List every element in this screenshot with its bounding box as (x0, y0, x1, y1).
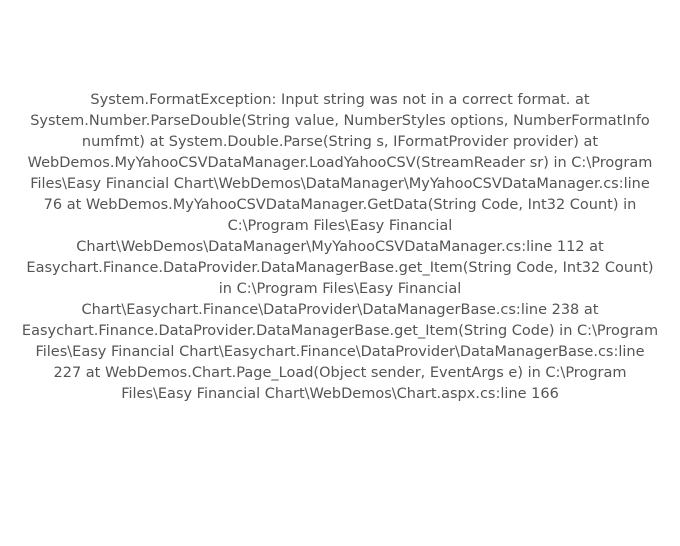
exception-stack-trace: System.FormatException: Input string was not in a correct format. at System.Number.ParseDouble(String value, NumberStyles options, NumberFormatInfo numfmt) at System.Double.Parse(String s, IFormatProvider provider) at WebDemos.MyYahooCSVDataManager.LoadYahooCSV(StreamReader sr) in C:\Program Files\Easy Financial Chart\WebDemos\DataManager\MyYahooCSVDataManager.cs:line 76 at WebDemos.MyYahooCSVDataManager.GetData(String Code, Int32 Count) in C:\Program Files\Easy Financial Chart\WebDemos\DataManager\MyYahooCSVDataManager.cs:line 112 at Easychart.Finance.DataProvider.DataManagerBase.get_Item(String Code, Int32 Count) in C:\Program Files\Easy Financial Chart\Easychart.Finance\DataProvider\DataManagerBase.cs:line 238 at Easychart.Finance.DataProvider.DataManagerBase.get_Item(String Code) in C:\Program Files\Easy Financial Chart\Easychart.Finance\DataProvider\DataManagerBase.cs:line 227 at WebDemos.Chart.Page_Load(Object sender, EventArgs e) in C:\Program Files\Easy Financial Chart\WebDemos\Chart.aspx.cs:line 166 (21, 92, 663, 402)
